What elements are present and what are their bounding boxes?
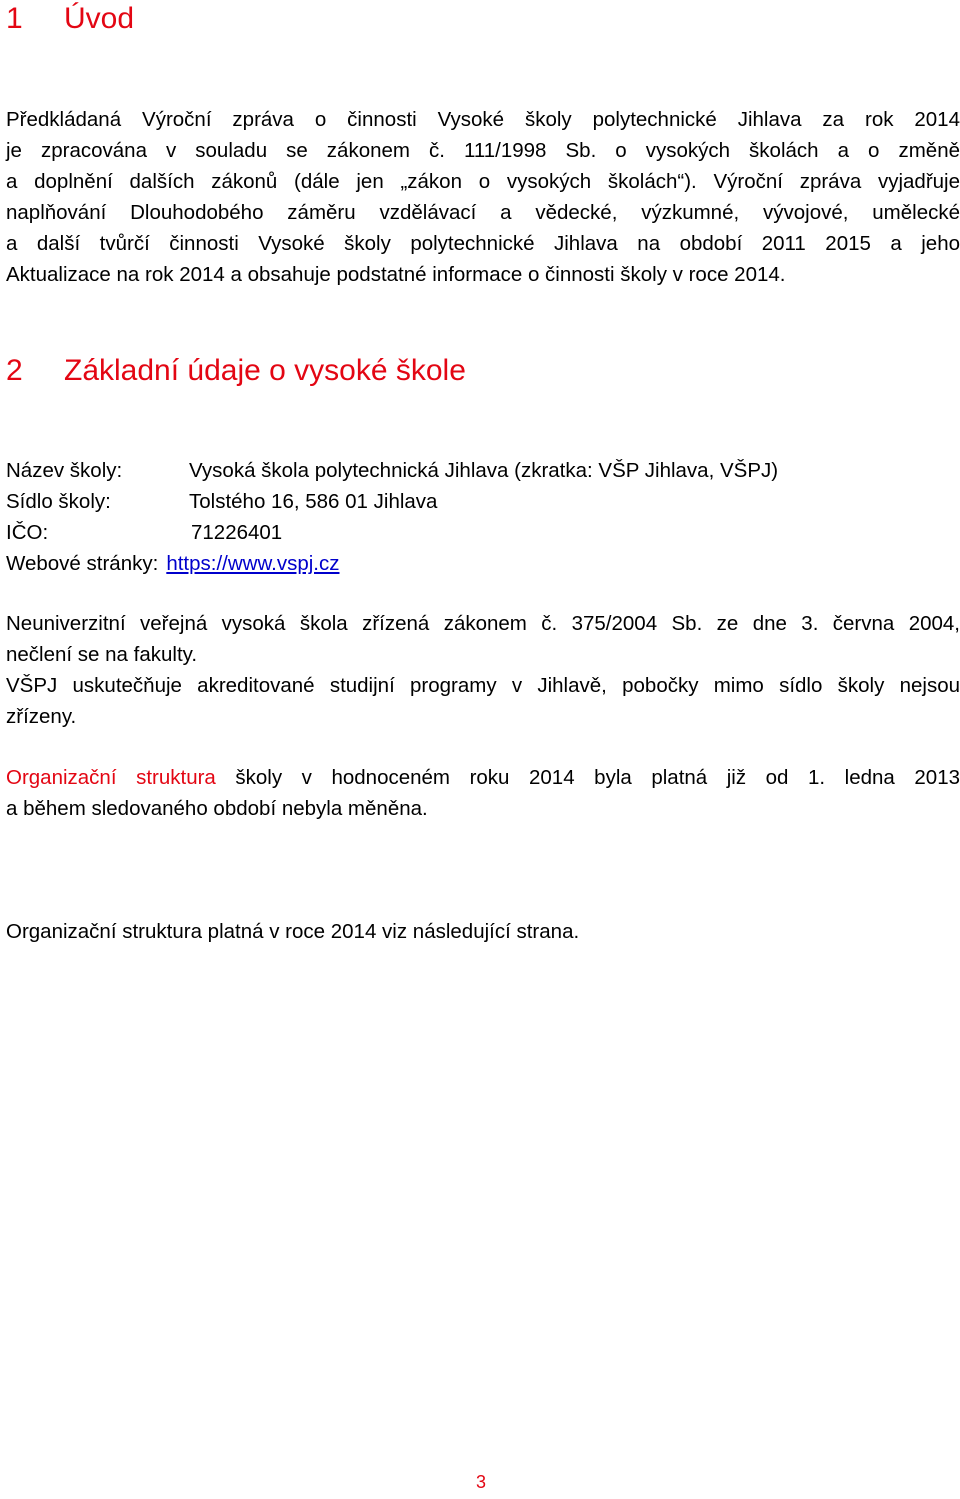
legal-status-line: nečlení se na fakulty. xyxy=(6,643,198,666)
info-row-ico xyxy=(6,517,282,548)
programs-line: zřízeny. xyxy=(6,705,77,728)
info-row-web xyxy=(6,548,339,579)
intro-line: je zpracována v souladu se zákonem č. 111/1998 Sb. o vysokých školách a o změně xyxy=(6,139,960,162)
legal-status-paragraph xyxy=(6,608,960,670)
programs-line: VŠPJ uskutečňuje akreditované studijní programy v Jihlavě, pobočky mimo sídlo školy nejsou xyxy=(6,674,960,697)
org-structure-link-text[interactable]: Organizační struktura xyxy=(6,766,216,789)
section-1-title: Úvod xyxy=(64,2,135,35)
school-name-value: Vysoká škola polytechnická Jihlava (zkratka: VŠP Jihlava, VŠPJ) xyxy=(189,459,779,482)
intro-line: a doplnění dalších zákonů (dále jen „zákon o vysokých školách“). Výroční zpráva vyjadřuje xyxy=(6,170,960,193)
info-row-name xyxy=(6,455,778,486)
org-structure-line: a během sledovaného období nebyla měněna. xyxy=(6,797,428,820)
org-structure-line xyxy=(6,762,960,793)
ico-value: 71226401 xyxy=(191,521,283,544)
intro-line: Aktualizace na rok 2014 a obsahuje podstatné informace o činnosti školy v roce 2014. xyxy=(6,263,786,286)
page-number: 3 xyxy=(476,1472,487,1492)
intro-line: a další tvůrčí činnosti Vysoké školy polytechnické Jihlava na období 2011 2015 a jeho xyxy=(6,232,960,255)
org-structure-rest: školy v hodnoceném roku 2014 byla platná již od 1. ledna 2013 xyxy=(235,766,960,789)
section-1-heading xyxy=(6,2,134,36)
school-name-label: Název školy: xyxy=(6,459,123,482)
closing-note: Organizační struktura platná v roce 2014 viz následující strana. xyxy=(6,920,580,943)
ico-label: IČO: xyxy=(6,521,49,544)
section-1-number: 1 xyxy=(6,2,23,35)
org-structure-paragraph xyxy=(6,762,960,824)
info-row-seat xyxy=(6,486,437,517)
website-label: Webové stránky: xyxy=(6,552,159,575)
section-2-number: 2 xyxy=(6,354,23,387)
school-seat-label: Sídlo školy: xyxy=(6,490,111,513)
website-link[interactable]: https://www.vspj.cz xyxy=(166,552,340,575)
intro-paragraph xyxy=(6,104,960,290)
intro-line: naplňování Dlouhodobého záměru vzdělávací a vědecké, výzkumné, vývojové, umělecké xyxy=(6,201,960,224)
section-2-title: Základní údaje o vysoké škole xyxy=(64,354,466,387)
legal-status-line: Neuniverzitní veřejná vysoká škola zřízená zákonem č. 375/2004 Sb. ze dne 3. června 2004, xyxy=(6,612,960,635)
intro-line: Předkládaná Výroční zpráva o činnosti Vysoké školy polytechnické Jihlava za rok 2014 xyxy=(6,108,960,131)
school-seat-value: Tolstého 16, 586 01 Jihlava xyxy=(189,490,438,513)
section-2-heading xyxy=(6,354,466,388)
programs-paragraph xyxy=(6,670,960,732)
